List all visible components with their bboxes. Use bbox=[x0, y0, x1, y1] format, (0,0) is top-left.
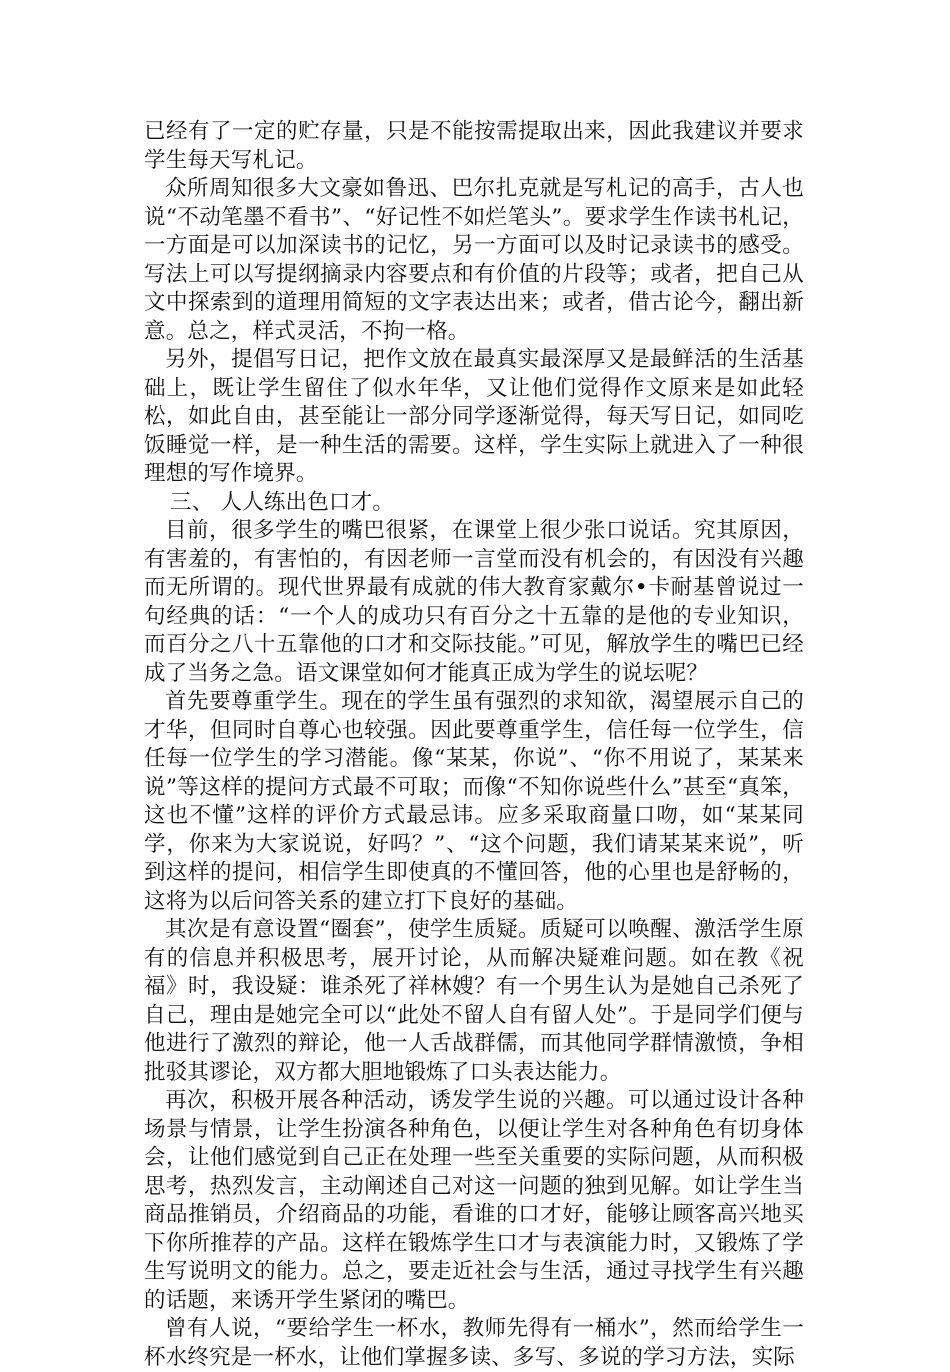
paragraph-diary: 另外，提倡写日记，把作文放在最真实最深厚又是最鲜活的生活基础上，既让学生留住了似水年华，又让他们觉得作文原来是如此轻松，如此自由，甚至能让一部分同学逐渐觉得，每天写日记，如同吃饭睡觉一样，是一种生活的需要。这样，学生实际上就进入了一种很理想的写作境界。 bbox=[144, 347, 804, 486]
paragraph-activities: 再次，积极开展各种活动，诱发学生说的兴趣。可以通过设计各种场景与情景，让学生扮演各种角色，以便让学生对各种角色有切身体会，让他们感觉到自己正在处理一些至关重要的实际问题，从而积极思考，热烈发言，主动阐述自己对这一问题的独到见解。如让学生当商品推销员，介绍商品的功能，看谁的口才好，能够让顾客高兴地买下你所推荐的产品。这样在锻炼学生口才与表演能力时，又锻炼了学生写说明文的能力。总之，要走近社会与生活，通过寻找学生有兴趣的话题，来诱开学生紧闭的嘴巴。 bbox=[144, 1088, 804, 1313]
paragraph-set-traps: 其次是有意设置“圈套”，使学生质疑。质疑可以唤醒、激活学生原有的信息并积极思考，展开讨论，从而解决疑难问题。如在教《祝福》时，我设疑：谁杀死了祥林嫂？有一个男生认为是她自己杀死了自己，理由是她完全可以“此处不留人自有留人处”。于是同学们便与他进行了激烈的辩论，他一人舌战群儒，而其他同学群情激愤，争相批驳其谬论，双方都大胆地锻炼了口头表达能力。 bbox=[144, 917, 804, 1085]
section-heading-eloquence: 三、 人人练出色口才。 bbox=[170, 489, 395, 515]
document-page bbox=[144, 118, 804, 1372]
paragraph-respect-students: 首先要尊重学生。现在的学生虽有强烈的求知欲，渴望展示自己的才华，但同时自尊心也较强。因此要尊重学生，信任每一位学生，信任每一位学生的学习潜能。像“某某，你说”、“你不用说了，某某来说”等这样的提问方式最不可取；而像“不知你说些什么”甚至“真笨，这也不懂”这样的评价方式最忌讳。应多采取商量口吻，如“某某同学，你来为大家说说，好吗？”、“这个问题，我们请某某来说”，听到这样的提问，相信学生即使真的不懂回答，他的心里也是舒畅的，这将为以后问答关系的建立打下良好的基础。 bbox=[144, 689, 804, 914]
paragraph-continuation: 已经有了一定的贮存量，只是不能按需提取出来，因此我建议并要求学生每天写札记。 bbox=[144, 119, 804, 173]
paragraph-reading-notes: 众所周知很多大文豪如鲁迅、巴尔扎克就是写札记的高手，古人也说“不动笔墨不看书”、“好记性不如烂笔头”。要求学生作读书札记，一方面是可以加深读书的记忆，另一方面可以及时记录读书的感受。写法上可以写提纲摘录内容要点和有价值的片段等；或者，把自己从文中探索到的道理用简短的文字表达出来；或者，借古论今，翻出新意。总之，样式灵活，不拘一格。 bbox=[144, 176, 804, 344]
paragraph-bucket-of-water: 曾有人说，“要给学生一杯水，教师先得有一桶水”，然而给学生一杯水终究是一杯水，让他们掌握多读、多写、多说的学习方法，实际 bbox=[144, 1316, 804, 1370]
paragraph-current-situation: 目前，很多学生的嘴巴很紧，在课堂上很少张口说话。究其原因，有害羞的，有害怕的，有因老师一言堂而没有机会的，有因没有兴趣而无所谓的。现代世界最有成就的伟大教育家戴尔•卡耐基曾说过一句经典的话：“一个人的成功只有百分之十五靠的是他的专业知识，而百分之八十五靠他的口才和交际技能。”可见，解放学生的嘴巴已经成了当务之急。语文课堂如何才能真正成为学生的说坛呢？ bbox=[144, 518, 804, 686]
